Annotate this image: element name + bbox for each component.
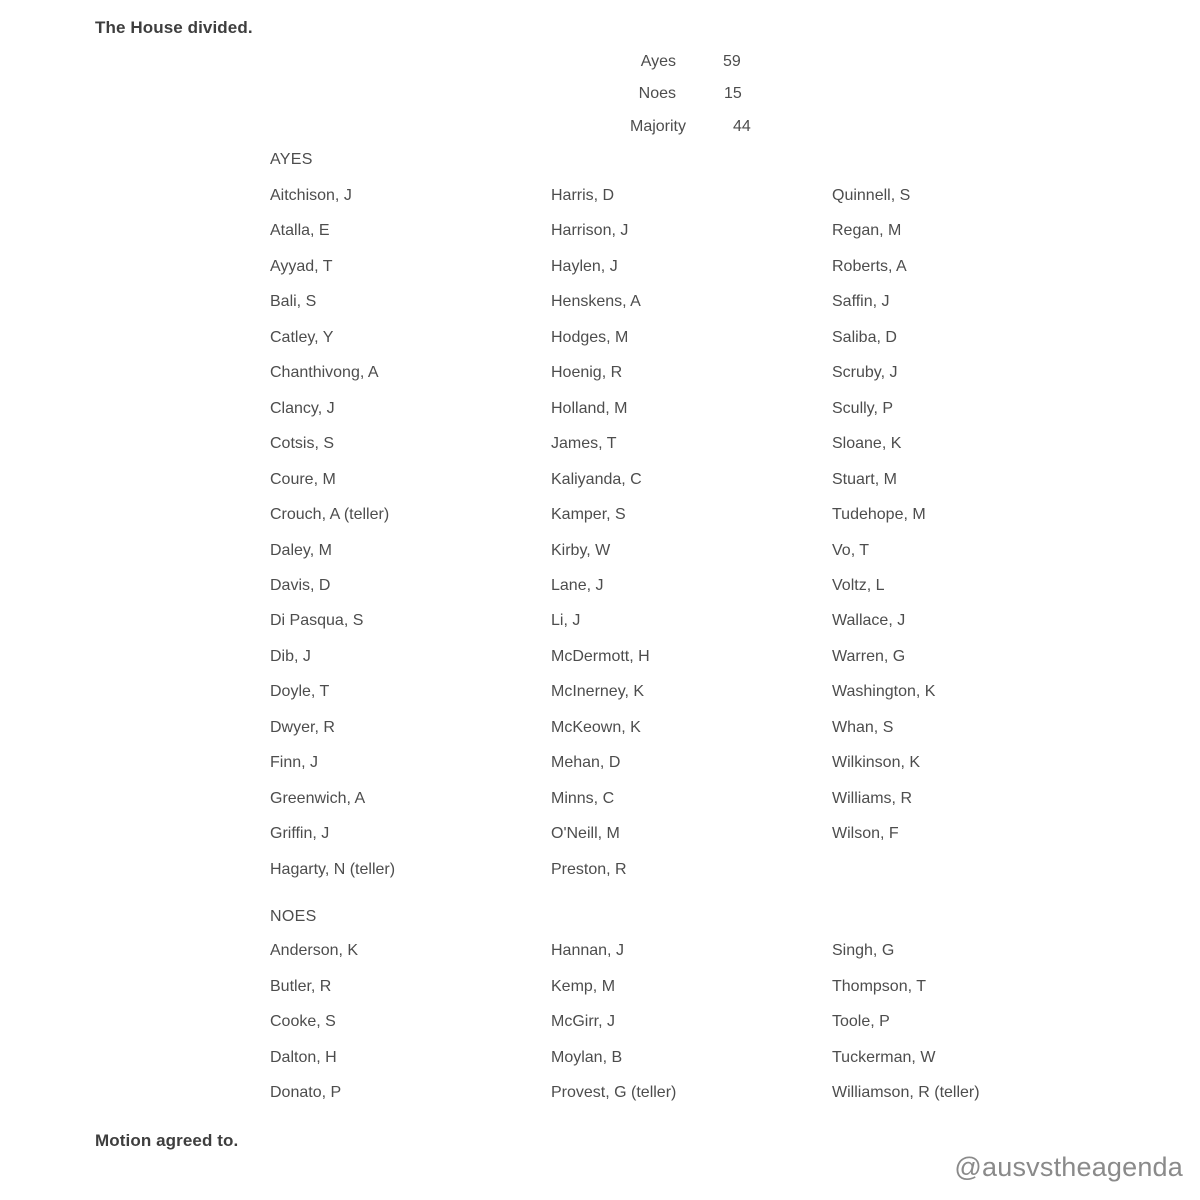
aye-member-name: Atalla, E — [270, 222, 330, 239]
aye-member-name: Saffin, J — [832, 293, 890, 310]
aye-member-name: Wilkinson, K — [832, 754, 921, 771]
aye-member-name: McInerney, K — [551, 683, 645, 700]
aye-member-name: Kaliyanda, C — [551, 471, 642, 488]
aye-member-name: Scully, P — [832, 400, 894, 417]
tally-ayes-label: Ayes — [640, 53, 676, 70]
aye-member-name: Lane, J — [551, 577, 604, 594]
aye-member-name: Hagarty, N (teller) — [270, 861, 396, 878]
noe-member-name: Toole, P — [832, 1013, 890, 1030]
tally-ayes-value: 59 — [723, 53, 741, 70]
aye-member-name: Chanthivong, A — [270, 364, 379, 381]
aye-member-name: James, T — [551, 435, 617, 452]
aye-member-name: Quinnell, S — [832, 187, 911, 204]
aye-member-name: Wallace, J — [832, 612, 906, 629]
noe-member-name: Anderson, K — [270, 942, 359, 959]
noe-member-name: Kemp, M — [551, 978, 616, 995]
noe-member-name: Hannan, J — [551, 942, 624, 959]
aye-member-name: Ayyad, T — [270, 258, 333, 275]
aye-member-name: Greenwich, A — [270, 790, 366, 807]
aye-member-name: Holland, M — [551, 400, 628, 417]
aye-member-name: Davis, D — [270, 577, 331, 594]
aye-member-name: Daley, M — [270, 542, 332, 559]
aye-member-name: Williams, R — [832, 790, 912, 807]
aye-member-name: Dib, J — [270, 648, 311, 665]
division-heading: The House divided. — [95, 18, 253, 37]
noe-member-name: Cooke, S — [270, 1013, 336, 1030]
aye-member-name: Warren, G — [832, 648, 906, 665]
aye-member-name: Harrison, J — [551, 222, 629, 239]
noe-member-name: Provest, G (teller) — [551, 1084, 677, 1101]
aye-member-name: Kirby, W — [551, 542, 611, 559]
aye-member-name: Roberts, A — [832, 258, 907, 275]
noe-member-name: McGirr, J — [551, 1013, 615, 1030]
noe-member-name: Butler, R — [270, 978, 332, 995]
aye-member-name: Regan, M — [832, 222, 902, 239]
noe-member-name: Thompson, T — [832, 978, 926, 995]
aye-member-name: Clancy, J — [270, 400, 335, 417]
tally-majority-value: 44 — [733, 118, 751, 135]
aye-member-name: Griffin, J — [270, 825, 330, 842]
aye-member-name: Mehan, D — [551, 754, 621, 771]
ayes-section-label: AYES — [270, 151, 313, 168]
aye-member-name: Tudehope, M — [832, 506, 926, 523]
aye-member-name: Vo, T — [832, 542, 870, 559]
aye-member-name: Henskens, A — [551, 293, 641, 310]
aye-member-name: Minns, C — [551, 790, 615, 807]
aye-member-name: McDermott, H — [551, 648, 650, 665]
aye-member-name: Aitchison, J — [270, 187, 352, 204]
noe-member-name: Moylan, B — [551, 1049, 623, 1066]
aye-member-name: Finn, J — [270, 754, 319, 771]
aye-member-name: Di Pasqua, S — [270, 612, 364, 629]
aye-member-name: Voltz, L — [832, 577, 885, 594]
noe-member-name: Dalton, H — [270, 1049, 337, 1066]
noe-member-name: Donato, P — [270, 1084, 342, 1101]
noes-section-label: NOES — [270, 908, 317, 925]
noe-member-name: Williamson, R (teller) — [832, 1084, 980, 1101]
aye-member-name: Hodges, M — [551, 329, 629, 346]
aye-member-name: Stuart, M — [832, 471, 897, 488]
aye-member-name: Kamper, S — [551, 506, 626, 523]
aye-member-name: Coure, M — [270, 471, 336, 488]
aye-member-name: Doyle, T — [270, 683, 330, 700]
aye-member-name: Crouch, A (teller) — [270, 506, 390, 523]
tally-noes-value: 15 — [724, 85, 742, 102]
aye-member-name: McKeown, K — [551, 719, 641, 736]
aye-member-name: Saliba, D — [832, 329, 897, 346]
aye-member-name: O'Neill, M — [551, 825, 620, 842]
tally-noes-label: Noes — [638, 85, 676, 102]
aye-member-name: Sloane, K — [832, 435, 902, 452]
aye-member-name: Dwyer, R — [270, 719, 335, 736]
aye-member-name: Bali, S — [270, 293, 317, 310]
aye-member-name: Catley, Y — [270, 329, 334, 346]
tally-majority-label: Majority — [629, 118, 686, 135]
aye-member-name: Harris, D — [551, 187, 615, 204]
watermark: @ausvstheagenda — [954, 1152, 1183, 1182]
aye-member-name: Li, J — [551, 612, 581, 629]
aye-member-name: Wilson, F — [832, 825, 899, 842]
aye-member-name: Hoenig, R — [551, 364, 623, 381]
aye-member-name: Haylen, J — [551, 258, 618, 275]
aye-member-name: Cotsis, S — [270, 435, 335, 452]
aye-member-name: Whan, S — [832, 719, 894, 736]
aye-member-name: Washington, K — [832, 683, 936, 700]
noe-member-name: Tuckerman, W — [832, 1049, 936, 1066]
motion-result: Motion agreed to. — [95, 1131, 239, 1150]
noe-member-name: Singh, G — [832, 942, 895, 959]
aye-member-name: Scruby, J — [832, 364, 898, 381]
aye-member-name: Preston, R — [551, 861, 627, 878]
